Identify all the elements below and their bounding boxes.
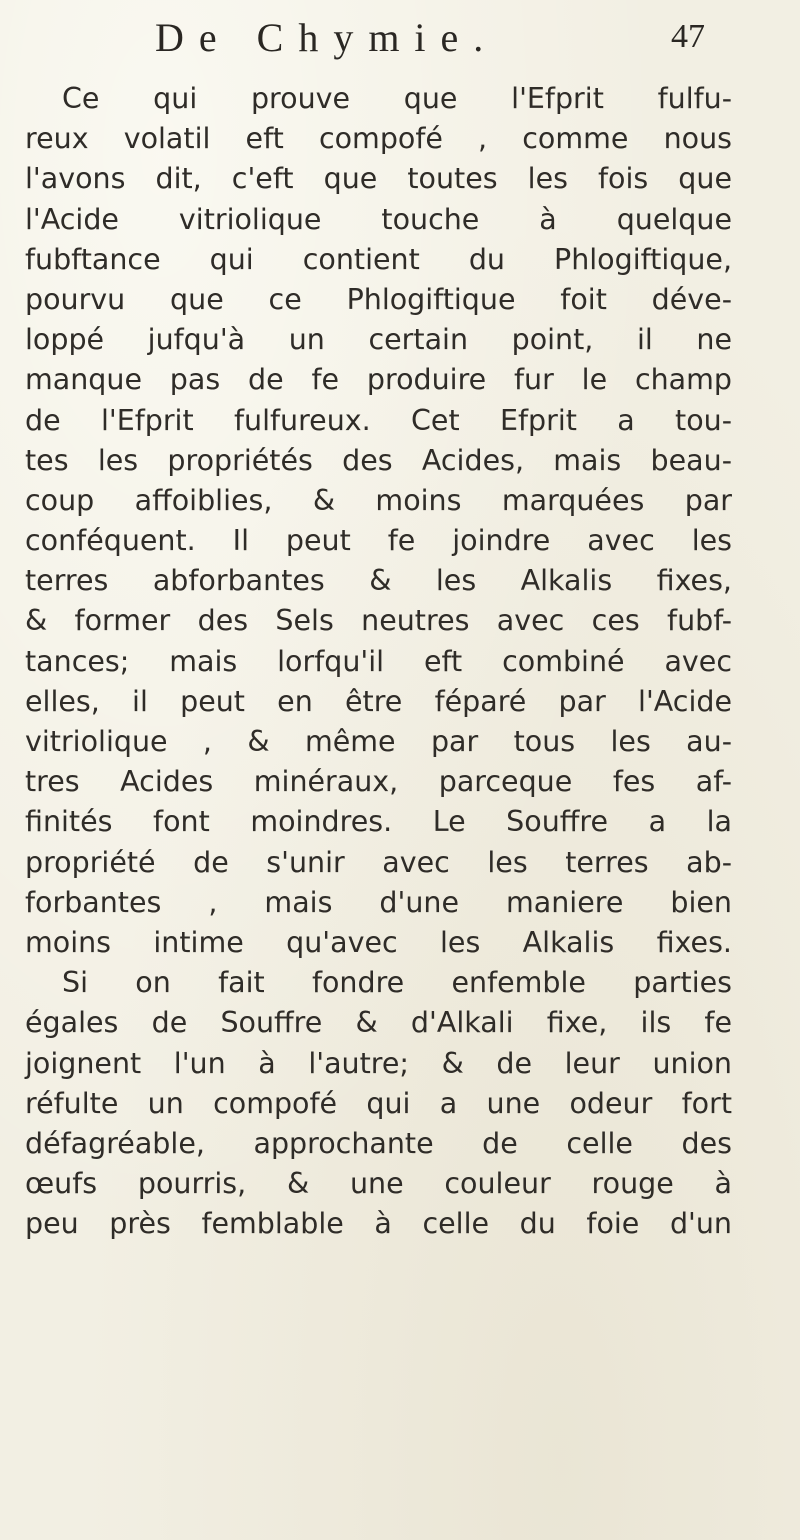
text-line: défagréable, approchante de celle des: [25, 1126, 732, 1160]
text-line: l'avons dit, c'eft que toutes les fois que: [25, 162, 732, 196]
text-line: terres abforbantes & les Alkalis fixes,: [25, 564, 732, 598]
text-line: moins intime qu'avec les Alkalis fixes.: [25, 925, 732, 959]
text-line: loppé jufqu'à un certain point, il ne: [25, 323, 732, 357]
text-line: vitriolique , & même par tous les au-: [25, 725, 732, 758]
text-line: reux volatil eft compofé , comme nous: [25, 122, 732, 156]
text-line: finités font moindres. Le Souffre a la: [25, 805, 732, 839]
text-line: Si on fait fondre enfemble parties: [62, 966, 732, 1000]
text-line: tres Acides minéraux, parceque fes af-: [25, 765, 732, 799]
text-line: égales de Souffre & d'Alkali fixe, ils fe: [25, 1006, 732, 1040]
text-line: coup affoiblies, & moins marquées par: [25, 483, 732, 517]
text-line: de l'Efprit fulfureux. Cet Efprit a tou-: [25, 403, 732, 437]
text-line: fubftance qui contient du Phlogiftique,: [25, 242, 732, 276]
text-line: propriété de s'unir avec les terres ab-: [25, 845, 732, 879]
text-line: tes les propriétés des Acides, mais beau-: [25, 443, 732, 477]
text-line: œufs pourris, & une couleur rouge à: [25, 1167, 732, 1201]
text-line: forbantes , mais d'une maniere bien: [25, 885, 732, 919]
text-line: elles, il peut en être féparé par l'Acide: [25, 684, 732, 718]
text-line: manque pas de fe produire fur le champ: [25, 363, 732, 397]
text-line: conféquent. Il peut fe joindre avec les: [25, 524, 732, 558]
text-line: l'Acide vitriolique touche à quelque: [25, 202, 732, 236]
text-line: & former des Sels neutres avec ces fubf-: [25, 604, 732, 638]
body-text: [25, 79, 732, 1244]
text-line: peu près femblable à celle du foie d'un: [25, 1207, 732, 1241]
text-line: tances; mais lorfqu'il eft combiné avec: [25, 644, 732, 678]
text-line: joignent l'un à l'autre; & de leur union: [25, 1046, 732, 1080]
text-line: réfulte un compofé qui a une odeur fort: [25, 1086, 732, 1120]
text-line: pourvu que ce Phlogiftique foit déve-: [25, 282, 732, 316]
page-header: [155, 14, 715, 70]
text-line: Ce qui prouve que l'Efprit fulfu-: [62, 82, 732, 115]
running-title: De Chymie.: [155, 15, 499, 60]
page-number: 47: [671, 18, 705, 55]
